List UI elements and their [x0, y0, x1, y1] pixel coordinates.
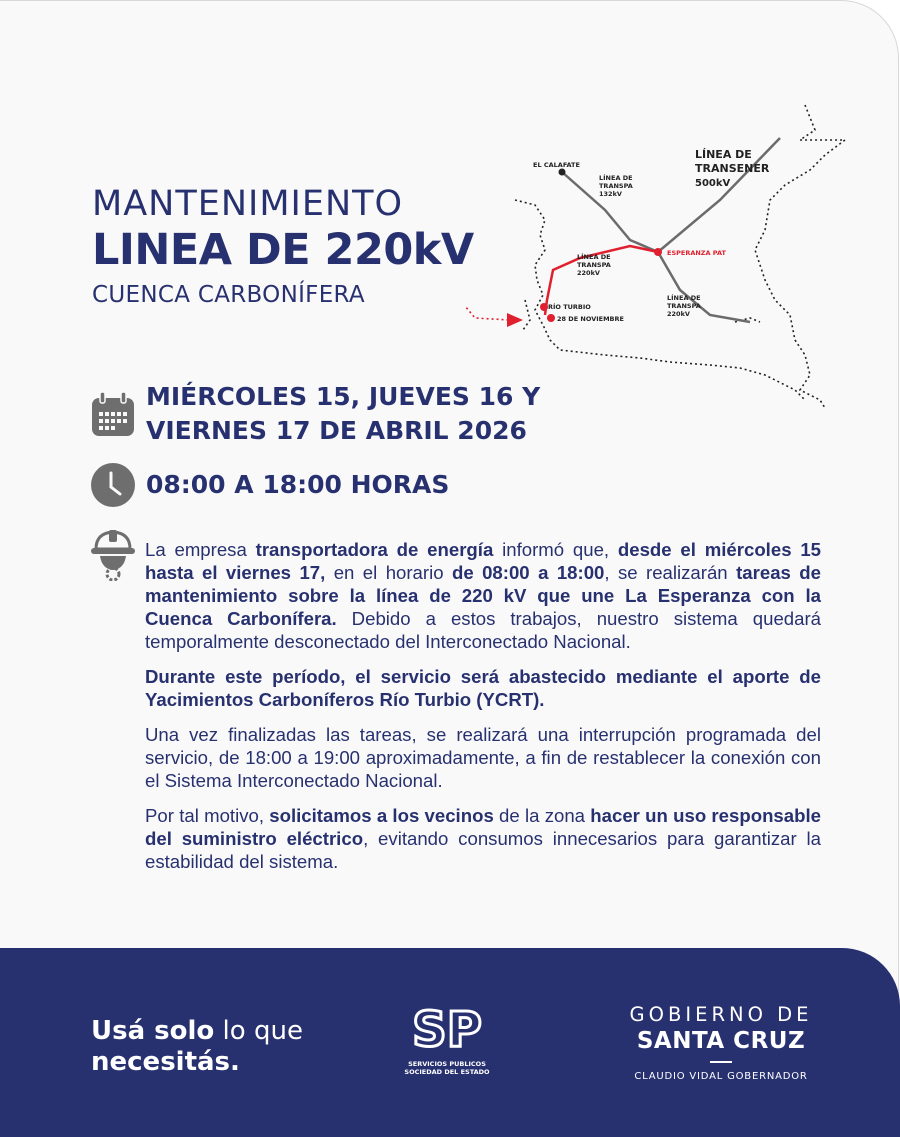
time-text: 08:00 A 18:00 HORAS	[146, 470, 450, 499]
p1-text-4: , se realizarán	[604, 562, 737, 583]
calendar-icon	[90, 390, 136, 438]
map-label-transpa220b-2: TRANSPA	[667, 302, 701, 310]
p2-bold: Durante este período, el servicio será abastecido mediante el aporte de Yacimientos Carboníferos Río Turbio (YCRT).	[145, 666, 821, 710]
map-label-transener-1: LÍNEA DE	[695, 148, 752, 161]
map-label-transpa220a-3: 220kV	[577, 269, 600, 277]
p1-bold-1: transportadora de energía	[255, 539, 494, 560]
heading-block	[92, 184, 474, 310]
p1-text-2: informó que,	[493, 539, 618, 560]
p1-text-3: en el horario	[325, 562, 452, 583]
p1-text-5: Debido a estos trabajos, nuestro sistema quedará temporalmente desconectado del Interconectado Nacional.	[145, 608, 821, 652]
map-label-transener-3: 500kV	[695, 178, 731, 189]
clock-icon	[90, 462, 136, 508]
svg-text:SP: SP	[412, 1004, 482, 1052]
p4-bold-1: solicitamos a los vecinos	[269, 805, 494, 826]
pointer-arrow-head	[507, 313, 523, 327]
slogan-bold-2: necesitás.	[91, 1047, 240, 1077]
p4-text-2: de la zona	[493, 805, 591, 826]
node-rio-turbio	[540, 303, 548, 311]
map-label-transpa132-1: LÍNEA DE	[599, 174, 633, 182]
map-label-calafate: EL CALAFATE	[533, 161, 580, 169]
border-dotted-west	[515, 200, 805, 400]
border-dotted-sw	[523, 300, 530, 330]
heading-line-3: CUENCA CARBONÍFERA	[92, 282, 365, 308]
p1-bold-4: tareas de mantenimiento sobre la línea de 220 kV que une La Esperanza con la Cuenca Carbonífera.	[145, 562, 821, 629]
map-label-transpa132-3: 132kV	[599, 190, 622, 198]
slogan-text-1: lo que	[214, 1016, 303, 1046]
map-label-esperanza: ESPERANZA PAT	[667, 249, 726, 257]
node-esperanza	[654, 248, 662, 256]
time-row	[90, 462, 449, 508]
body-text	[145, 538, 821, 885]
p1-text-1: La empresa	[145, 539, 256, 560]
node-28-noviembre	[547, 314, 555, 322]
gov-line-2: SANTA CRUZ	[636, 1028, 806, 1054]
p4-text-3: , evitando consumos innecesarios para garantizar la estabilidad del sistema.	[145, 828, 821, 872]
map-label-transpa132-2: TRANSPA	[599, 182, 633, 190]
heading-line-2: LINEA DE 220kV	[92, 225, 474, 275]
paragraph-1	[145, 538, 821, 653]
sp-caption-line-2: SOCIEDAD DEL ESTADO	[404, 1068, 490, 1076]
gov-line-1: GOBIERNO DE	[629, 1003, 813, 1026]
slogan-bold-1: Usá solo	[91, 1016, 215, 1046]
sp-logo	[397, 1004, 497, 1076]
date-row	[90, 380, 540, 448]
p1-bold-2: desde el miércoles 15 hasta el viernes 17,	[145, 539, 822, 583]
map-label-rio-turbio: RÍO TURBIO	[548, 303, 591, 311]
p4-bold-2: hacer un uso responsable del suministro eléctrico	[145, 805, 821, 849]
sp-caption-line-1: SERVICIOS PUBLICOS	[408, 1060, 486, 1068]
sp-logo-caption	[397, 1060, 497, 1076]
gov-line-3: CLAUDIO VIDAL GOBERNADOR	[634, 1071, 808, 1082]
pointer-arrow-line	[465, 300, 510, 320]
map-label-transpa220b-3: 220kV	[667, 310, 690, 318]
worker-helmet-icon	[88, 527, 138, 581]
map-label-transpa220a-1: LÍNEA DE	[577, 253, 611, 261]
p1-bold-3: de 08:00 a 18:00	[451, 562, 605, 583]
p4-text-1: Por tal motivo,	[145, 805, 270, 826]
heading-line-1: MANTENIMIENTO	[92, 184, 404, 224]
map-label-28-noviembre: 28 DE NOVIEMBRE	[557, 315, 624, 323]
paragraph-2	[145, 665, 821, 711]
slogan	[91, 1016, 303, 1078]
paragraph-4	[145, 804, 821, 873]
map-label-transener-2: TRANSENER	[695, 162, 770, 175]
map-label-transpa220a-2: TRANSPA	[577, 261, 611, 269]
date-line-1: MIÉRCOLES 15, JUEVES 16 Y	[146, 382, 541, 411]
date-text	[146, 380, 540, 448]
date-line-2: VIERNES 17 DE ABRIL 2026	[146, 416, 527, 445]
gov-divider	[710, 1061, 732, 1063]
paragraph-3: Una vez finalizadas las tareas, se realizará una interrupción programada del servicio, de 18:00 a 19:00 aproximadamente, a fin de restablecer la conexión con el Sistema Interconectado Nacional.	[145, 724, 821, 791]
sp-logo-mark	[397, 1004, 497, 1052]
government-logo	[622, 1003, 820, 1082]
map-label-transpa220b-1: LÍNEA DE	[667, 294, 701, 302]
grid-map	[465, 100, 865, 420]
node-calafate	[559, 169, 566, 176]
